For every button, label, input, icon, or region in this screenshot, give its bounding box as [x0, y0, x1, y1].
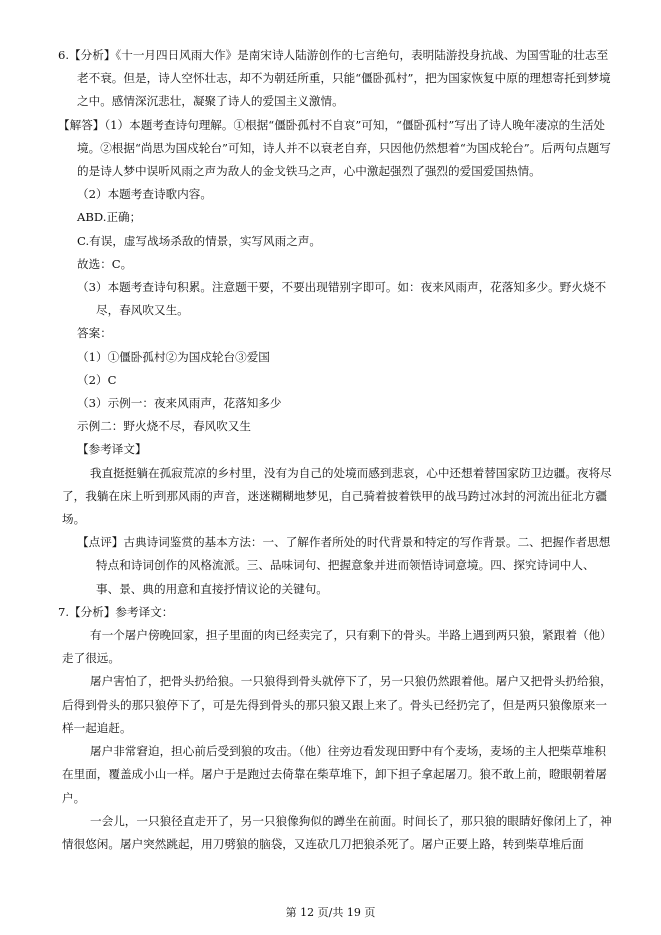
q6-abd: ABD.正确； [77, 210, 142, 225]
q7-paragraph-4: 一会儿，一只狼径直走开了，另一只狼像狗似的蹲坐在前面。时间长了，那只狼的眼睛好像闭上了，神情很悠闲。屠户突然跳起，用刀劈狼的脑袋，又连砍几刀把狼杀死了。屠户正要上路，转到柴草堆后面 [62, 813, 612, 851]
page-content [58, 44, 613, 856]
q6-reference-label: 【参考译文】 [77, 442, 147, 457]
q6-part3: （3）本题考查诗句积累。注意题干要，不要出现错别字即可。如：夜来风雨声，花落知多少。野火烧不尽，春风吹又生。 [77, 280, 607, 318]
q7-paragraph-1: 有一个屠户傍晚回家，担子里面的肉已经卖完了，只有剩下的骨头。半路上遇到两只狼，紧跟着（他）走了很远。 [62, 628, 612, 666]
q6-answer-2: （2）C [77, 372, 117, 387]
q6-answer-intro: 【解答】（1）本题考查诗句理解。①根据“僵卧孤村不自哀”可知，“僵卧孤村”写出了诗人晚年凄凉的生活处境。②根据“尚思为国戍轮台”可知，诗人并不以衰老自弃，只因他仍然想着“为国戍轮台”。后两句点题写的是诗人梦中误听风雨之声为敌人的金戈铁马之声，心中激起强烈了强烈的爱国爱国热情。 [58, 117, 611, 179]
q6-example-2: 示例二：野火烧不尽，春风吹又生 [77, 419, 251, 434]
q6-translation: 我直挺挺躺在孤寂荒凉的乡村里，没有为自己的处境而感到悲哀，心中还想着替国家防卫边疆。夜将尽了，我躺在床上听到那风雨的声音，迷迷糊糊地梦见，自己骑着披着铁甲的战马跨过冰封的河流出征北方疆场。 [62, 465, 612, 527]
q6-part2: （2）本题考查诗歌内容。 [77, 187, 212, 202]
q7-paragraph-3: 屠户非常窘迫，担心前后受到狼的攻击。（他）往旁边看发现田野中有个麦场，麦场的主人把柴草堆积在里面，覆盖成小山一样。屠户于是跑过去倚靠在柴草堆下，卸下担子拿起屠刀。狼不敢上前，瞪眼朝着屠户。 [62, 744, 607, 805]
q6-comment: 【点评】古典诗词鉴赏的基本方法：一、了解作者所处的时代背景和特定的写作背景。二、把握作者思想特点和诗词创作的风格流派。三、品味词句、把握意象并进而领悟诗词意境。四、探究诗词中人、事、景、典的用意和直接抒情议论的关键句。 [77, 535, 611, 596]
q6-answer-label: 答案： [77, 326, 112, 341]
page-footer: 第 12 页/共 19 页 [285, 906, 376, 919]
q6-answer-1: （1）①僵卧孤村②为国戍轮台③爱国 [77, 349, 270, 364]
q6-choose: 故选：C。 [77, 256, 133, 271]
q7-analysis: 7.【分析】参考译文： [58, 604, 174, 619]
q6-c: C.有误，虚写战场杀敌的情景，实写风雨之声。 [77, 233, 322, 248]
q6-answer-3: （3）示例一：夜来风雨声，花落知多少 [77, 396, 282, 411]
q7-paragraph-2: 屠户害怕了，把骨头扔给狼。一只狼得到骨头就停下了，另一只狼仍然跟着他。屠户又把骨头扔给狼，后得到骨头的那只狼停下了，可是先得到骨头的那只狼又跟上来了。骨头已经扔完了，但是两只狼像原来一样一起追赶。 [62, 674, 612, 735]
q6-analysis: 6.【分析】《十一月四日风雨大作》是南宋诗人陆游创作的七言绝句，表明陆游投身抗战、为国雪耻的壮志至老不衰。但是，诗人空怀壮志，却不为朝廷所重，只能“僵卧孤村”，把为国家恢复中原的理想寄托到梦境之中。感情深沉悲壮，凝聚了诗人的爱国主义激情。 [58, 48, 611, 109]
